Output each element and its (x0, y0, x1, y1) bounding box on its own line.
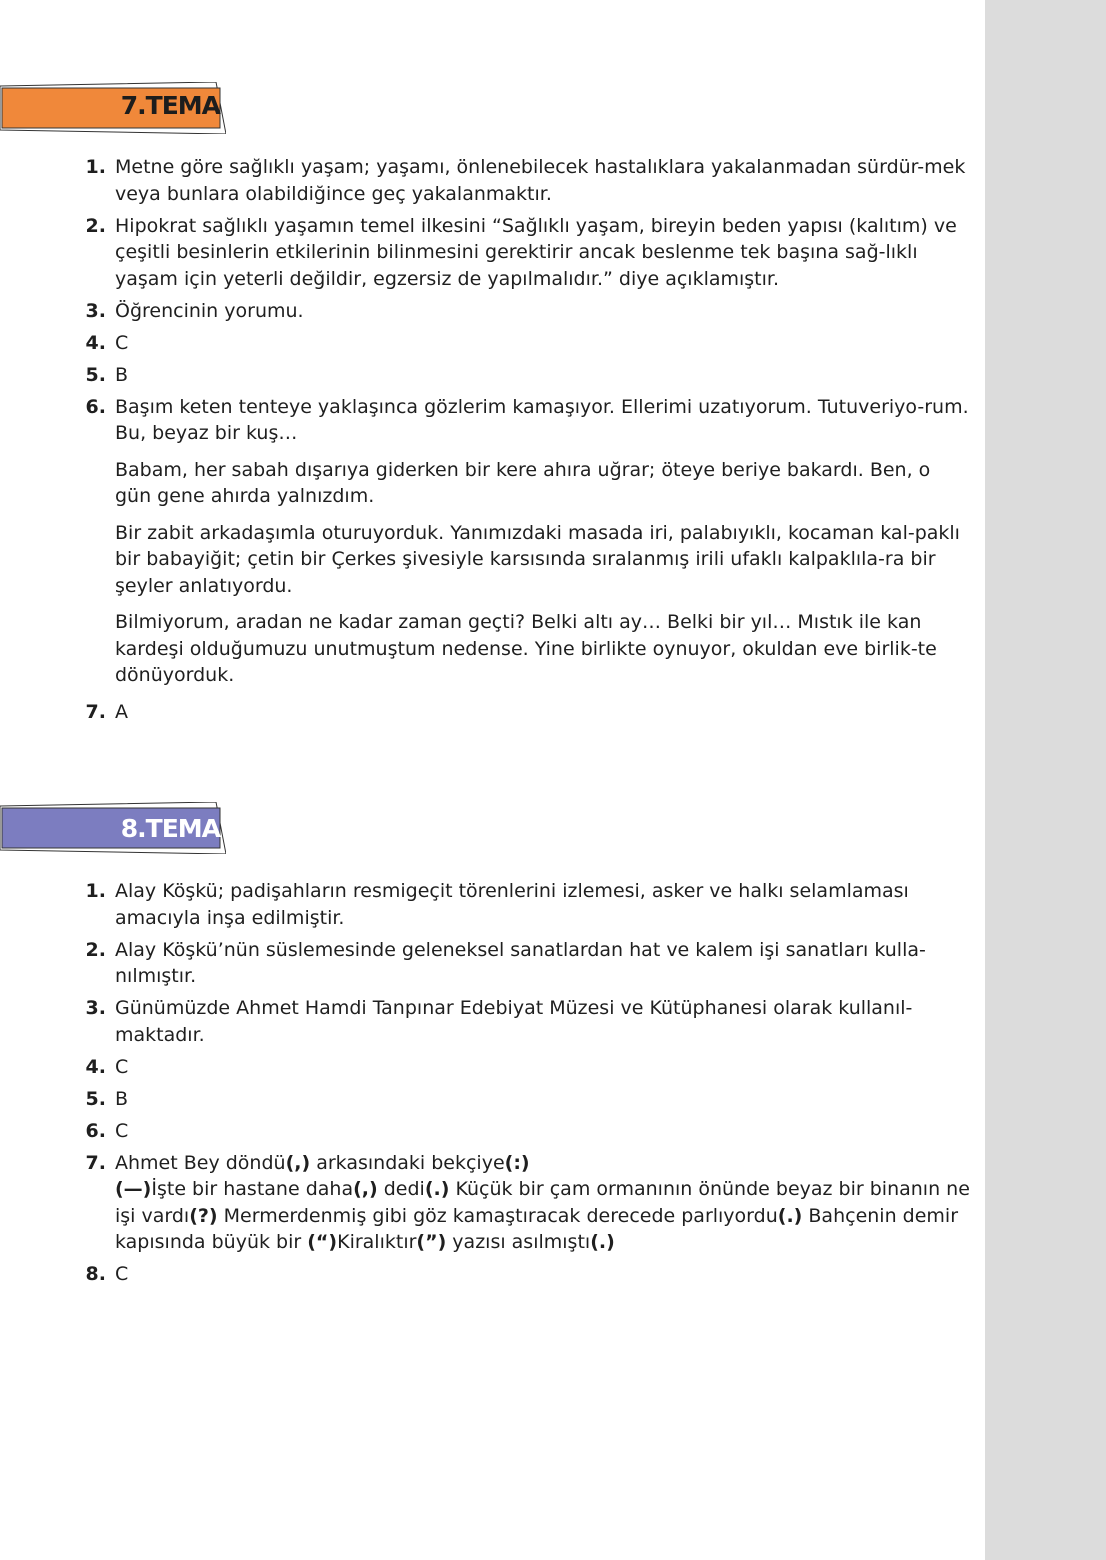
answer-number: 5. (85, 363, 106, 386)
punctuation-mark: (,) (285, 1151, 311, 1174)
answer-text: A (115, 700, 128, 723)
answer-text: dedi (377, 1178, 425, 1200)
answer-number: 2. (85, 938, 106, 961)
answer-item (80, 699, 972, 726)
answer-number: 5. (85, 1087, 106, 1110)
answer-paragraph: Babam, her sabah dışarıya giderken bir kere ahıra uğrar; öteye beriye bakardı. Ben, o gün gene ahırda yalnızdım. (115, 458, 931, 507)
answer-number: 2. (85, 214, 106, 237)
answer-item (80, 213, 972, 293)
answer-paragraph: Bilmiyorum, aradan ne kadar zaman geçti? Belki altı ay… Belki bir yıl… Mıstık ile kan kardeşi olduğumuzu unutmuştum nedense. Yine birlikte oynuyor, okuldan eve birlik-te dönüyorduk. (115, 611, 937, 686)
answer-item (80, 995, 972, 1048)
answer-item (80, 1150, 972, 1256)
answer-number: 4. (85, 1055, 106, 1078)
answer-number: 1. (85, 156, 106, 178)
punctuation-answer (115, 1150, 972, 1177)
answer-item (80, 330, 972, 357)
punctuation-mark: (?) (189, 1204, 218, 1227)
answer-item (80, 362, 972, 389)
tema8-header (0, 802, 226, 854)
answer-text: Kiralıktır (337, 1231, 417, 1253)
answer-text: Alay Köşkü; padişahların resmigeçit törenlerini izlemesi, asker ve halkı selamlaması amacıyla inşa edilmiştir. (115, 880, 909, 929)
answer-item (80, 937, 972, 990)
answer-item (80, 394, 972, 689)
punctuation-mark: (—) (115, 1178, 152, 1200)
answer-text: C (115, 331, 129, 354)
tema7-title: 7.TEMA (120, 91, 220, 120)
answer-number: 6. (85, 395, 106, 418)
answer-text: Hipokrat sağlıklı yaşamın temel ilkesini “Sağlıklı yaşam, bireyin beden yapısı (kalıtım) ve çeşitli besinlerin etkilerinin bilinmesini gerektirir ancak beslenme tek başına sağ-lıklı yaşam için yeterli değildir, egzersiz de yapılmalıdır.” diye açıklamıştır. (115, 214, 957, 290)
answer-number: 1. (85, 880, 106, 902)
answer-item (80, 1261, 972, 1288)
answer-text: Öğrencinin yorumu. (115, 299, 304, 322)
answer-text: Bahçenin demir kapısında büyük bir (115, 1204, 959, 1253)
punctuation-mark: (.) (777, 1204, 803, 1227)
answer-number: 3. (85, 299, 106, 322)
answer-text: arkasındaki bekçiye (310, 1151, 505, 1174)
answer-item (80, 1086, 972, 1113)
answer-item (80, 878, 972, 931)
tema7-answer-list (80, 154, 972, 731)
tema8-title: 8.TEMA (120, 814, 220, 843)
answer-text: C (115, 1055, 129, 1078)
punctuation-mark: (”) (416, 1231, 447, 1253)
answer-text: B (115, 1087, 129, 1110)
answer-text: İşte bir hastane daha (151, 1178, 354, 1200)
answer-text: B (115, 363, 129, 386)
answer-number: 3. (85, 997, 106, 1019)
punctuation-mark: (“) (307, 1231, 338, 1253)
answer-text: Başım keten tenteye yaklaşınca gözlerim kamaşıyor. Ellerimi uzatıyorum. Tutuveriyo-rum. Bu, beyaz bir kuş… (115, 395, 969, 444)
answer-text: Ahmet Bey döndü (115, 1151, 286, 1174)
answer-number: 6. (85, 1119, 106, 1142)
tema7-header (0, 82, 226, 134)
answer-number: 7. (85, 700, 106, 723)
answer-paragraph: Bir zabit arkadaşımla oturuyorduk. Yanımızdaki masada iri, palabıyıklı, kocaman kal-paklı bir babayiğit; çetin bir Çerkes şivesiyle karsısında sıralanmış irili ufaklı kalpaklıla-ra bir şeyler anlatıyordu. (115, 521, 960, 597)
answer-number: 8. (85, 1263, 106, 1285)
answer-number: 7. (85, 1151, 106, 1174)
answer-item (80, 298, 972, 325)
answer-item (80, 1118, 972, 1145)
answer-text: C (115, 1263, 129, 1285)
answer-item (80, 1054, 972, 1081)
answer-item (80, 154, 972, 207)
punctuation-answer (115, 1176, 972, 1256)
answer-text: Günümüzde Ahmet Hamdi Tanpınar Edebiyat Müzesi ve Kütüphanesi olarak kullanıl-maktadır. (115, 997, 913, 1046)
answer-text: Küçük bir çam ormanının önünde beyaz bir binanın ne işi vardı (115, 1178, 970, 1227)
answer-text: Alay Köşkü’nün süslemesinde geleneksel sanatlardan hat ve kalem işi sanatları kulla-nılmıştır. (115, 938, 926, 987)
punctuation-mark: (.) (424, 1178, 450, 1200)
punctuation-mark: (.) (590, 1231, 615, 1253)
answer-text: Metne göre sağlıklı yaşam; yaşamı, önlenebilecek hastalıklara yakalanmadan sürdür-mek veya bunlara olabildiğince geç yakalanmaktır. (115, 156, 966, 205)
page-side-margin (985, 0, 1106, 1560)
answer-text: Mermerdenmiş gibi göz kamaştıracak derecede parlıyordu (217, 1204, 778, 1227)
answer-number: 4. (85, 331, 106, 354)
punctuation-mark: (:) (504, 1151, 530, 1174)
tema8-answer-list (80, 878, 972, 1293)
answer-text: C (115, 1119, 129, 1142)
punctuation-mark: (,) (353, 1178, 378, 1200)
answer-text: yazısı asılmıştı (446, 1231, 591, 1253)
